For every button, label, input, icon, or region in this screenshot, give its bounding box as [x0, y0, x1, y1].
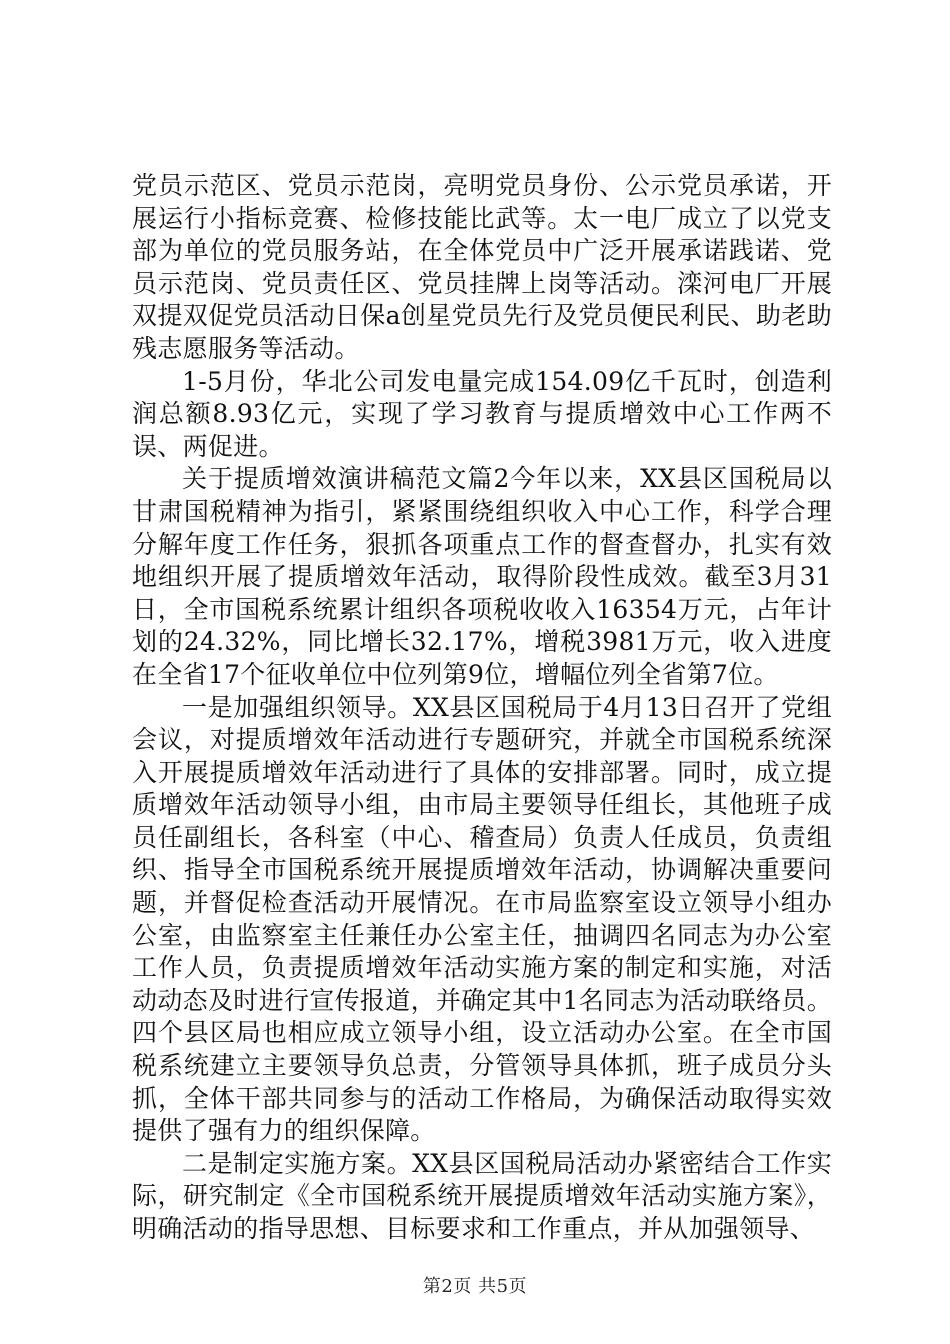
paragraph-5: 二是制定实施方案。XX县区国税局活动办紧密结合工作实际，研究制定《全市国税系统开展提质增效年活动实施方案》，明确活动的指导思想、目标要求和工作重点，并从加强领导、 — [132, 1148, 832, 1243]
document-body — [132, 170, 832, 1246]
paragraph-2: 1-5月份，华北公司发电量完成154.09亿千瓦时，创造利润总额8.93亿元，实现了学习教育与提质增效中心工作两不误、两促进。 — [132, 366, 832, 461]
paragraph-3: 关于提质增效演讲稿范文篇2今年以来，XX县区国税局以甘肃国税精神为指引，紧紧围绕组织收入中心工作，科学合理分解年度工作任务，狠抓各项重点工作的督查督办，扎实有效地组织开展了提质增效年活动，取得阶段性成效。截至3月31日，全市国税系统累计组织各项税收收入16354万元，占年计划的24.32%，同比增长32.17%，增税3981万元，收入进度在全省17个征收单位中位列第9位，增幅位列全省第7位。 — [132, 464, 832, 689]
page-footer: 第2页 共5页 — [422, 1276, 528, 1297]
paragraph-4: 一是加强组织领导。XX县区国税局于4月13日召开了党组会议，对提质增效年活动进行专题研究，并就全市国税系统深入开展提质增效年活动进行了具体的安排部署。同时，成立提质增效年活动领导小组，由市局主要领导任组长，其他班子成员任副组长，各科室（中心、稽查局）负责人任成员，负责组织、指导全市国税系统开展提质增效年活动，协调解决重要问题，并督促检查活动开展情况。在市局监察室设立领导小组办公室，由监察室主任兼任办公室主任，抽调四名同志为办公室工作人员，负责提质增效年活动实施方案的制定和实施，对活动动态及时进行宣传报道，并确定其中1名同志为活动联络员。四个县区局也相应成立领导小组，设立活动办公室。在全市国税系统建立主要领导负总责，分管领导具体抓，班子成员分头抓，全体干部共同参与的活动工作格局，为确保活动取得实效提供了强有力的组织保障。 — [132, 692, 832, 1146]
paragraph-1: 党员示范区、党员示范岗，亮明党员身份、公示党员承诺，开展运行小指标竞赛、检修技能比武等。太一电厂成立了以党支部为单位的党员服务站，在全体党员中广泛开展承诺践诺、党员示范岗、党员责任区、党员挂牌上岗等活动。滦河电厂开展双提双促党员活动日保a创星党员先行及党员便民利民、助老助残志愿服务等活动。 — [132, 171, 832, 363]
